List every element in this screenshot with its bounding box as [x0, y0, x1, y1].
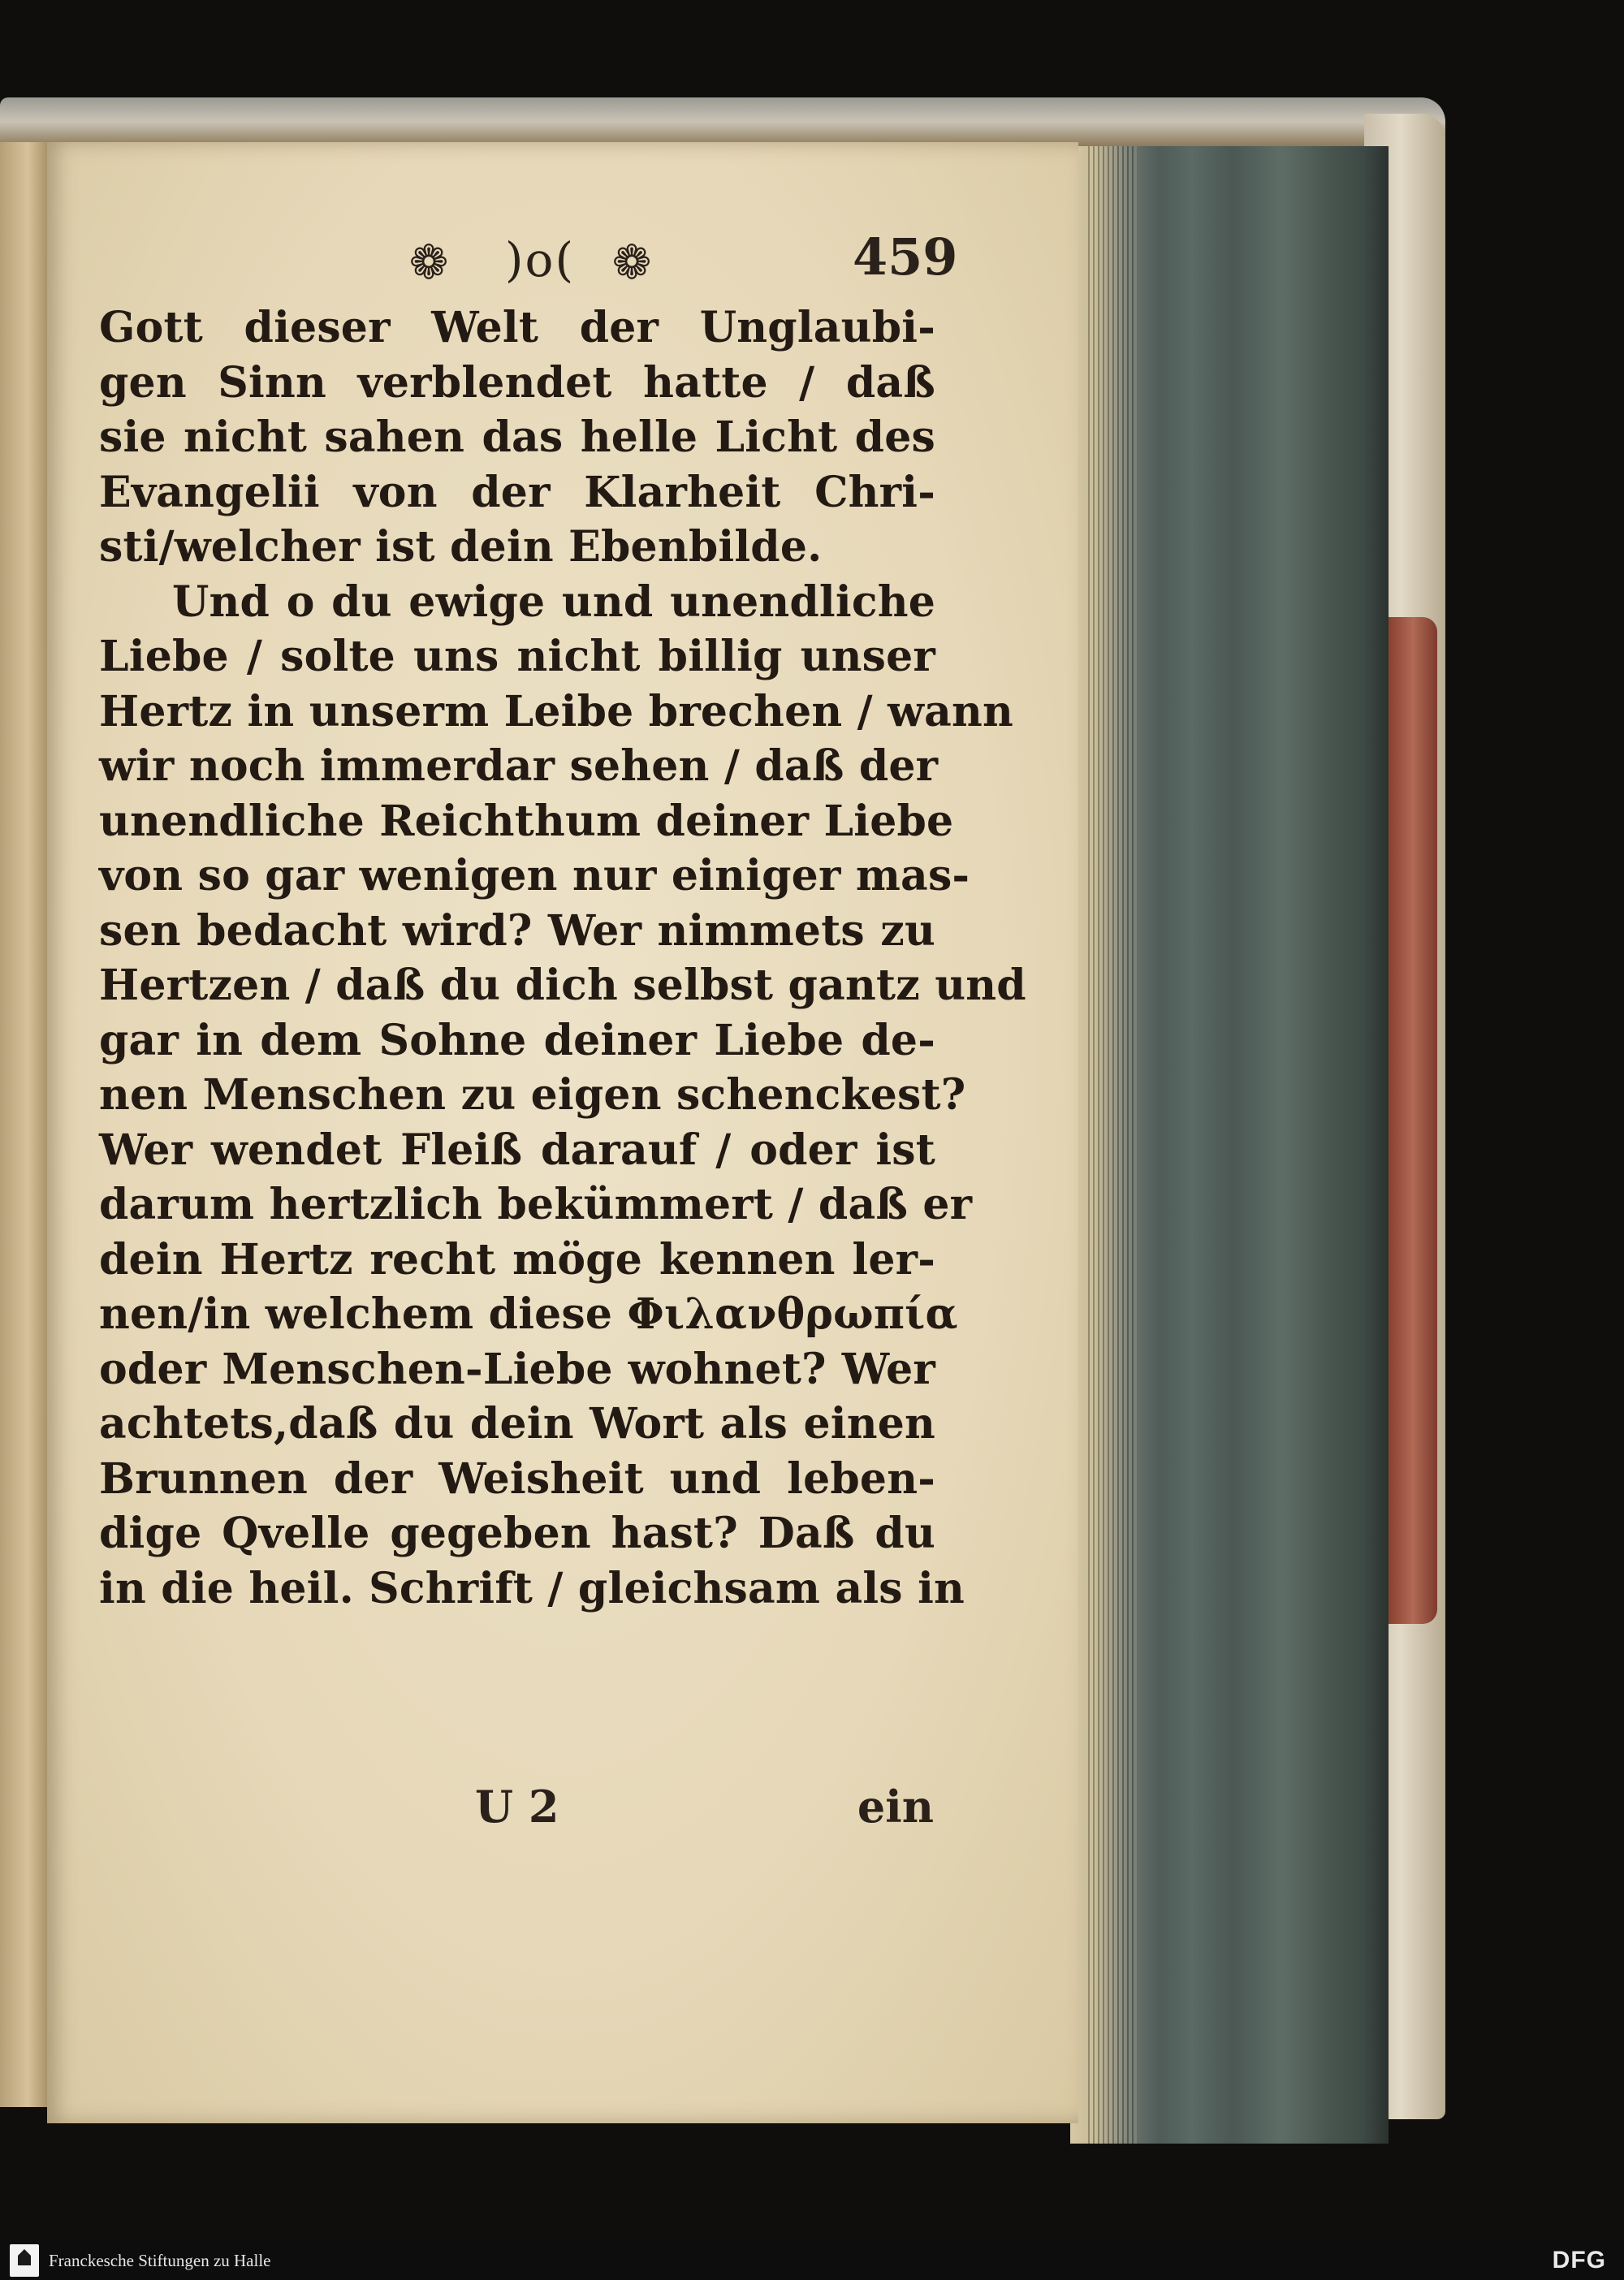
text-line: achtets,daß du dein Wort als einen: [99, 1399, 935, 1449]
text-line: nen/in welchem diese Φιλανθρωπία: [99, 1289, 958, 1339]
text-line: Hertzen / daß du dich selbst gantz und: [99, 961, 1026, 1010]
left-page-edge: [0, 142, 50, 2107]
text-line: oder Menschen-Liebe wohnet? Wer: [99, 1344, 935, 1394]
text-line: gar in dem Sohne deiner Liebe de-: [99, 1015, 935, 1065]
page-text: [99, 300, 1026, 1616]
flower-ornament-icon: ❁: [611, 235, 652, 290]
text-line: gen Sinn verblendet hatte / daß: [99, 357, 935, 408]
text-line: sie nicht sahen das helle Licht des: [99, 412, 935, 462]
page-number: 459: [853, 227, 958, 287]
footer-institution: Franckesche Stiftungen zu Halle: [49, 2251, 271, 2270]
text-line: nen Menschen zu eigen schenckest?: [99, 1070, 966, 1120]
book-top-binding: [0, 97, 1445, 146]
book-cover-red-leather: [1389, 617, 1437, 1624]
signature-mark: U 2: [475, 1781, 559, 1833]
text-line: Hertz in unserm Leibe brechen / wann: [99, 686, 1014, 736]
text-line: sen bedacht wird? Wer nimmets zu: [99, 905, 935, 956]
text-line: in die heil. Schrift / gleichsam als in: [99, 1563, 965, 1613]
text-line: Evangelii von der Klarheit Chri-: [99, 467, 935, 517]
text-line: Wer wendet Fleiß darauf / oder ist: [99, 1125, 935, 1175]
header-center-mark: )o(: [504, 232, 576, 287]
flower-ornament-icon: ❁: [408, 235, 449, 290]
footer-brand-logo: DFG: [1552, 2247, 1606, 2274]
text-line: dige Qvelle gegeben hast? Daß du: [99, 1509, 935, 1558]
text-line: sti/welcher ist dein Ebenbilde.: [99, 522, 823, 572]
text-line: Liebe / solte uns nicht billig unser: [99, 632, 935, 681]
text-line: Und o du ewige und unendliche: [172, 576, 935, 627]
institution-logo-icon: [10, 2244, 39, 2277]
text-line: Brunnen der Weisheit und leben-: [99, 1453, 935, 1504]
text-line: von so gar wenigen nur einiger mas-: [99, 851, 970, 900]
text-line: dein Hertz recht möge kennen ler-: [99, 1234, 935, 1285]
text-line: wir noch immerdar sehen / daß der: [99, 741, 939, 791]
book-page-edges: [1088, 146, 1137, 2144]
text-line: unendliche Reichthum deiner Liebe: [99, 796, 954, 846]
text-line: darum hertzlich bekümmert / daß er: [99, 1180, 973, 1229]
text-line: Gott dieser Welt der Unglaubi-: [99, 303, 935, 352]
catchword: ein: [857, 1781, 934, 1833]
